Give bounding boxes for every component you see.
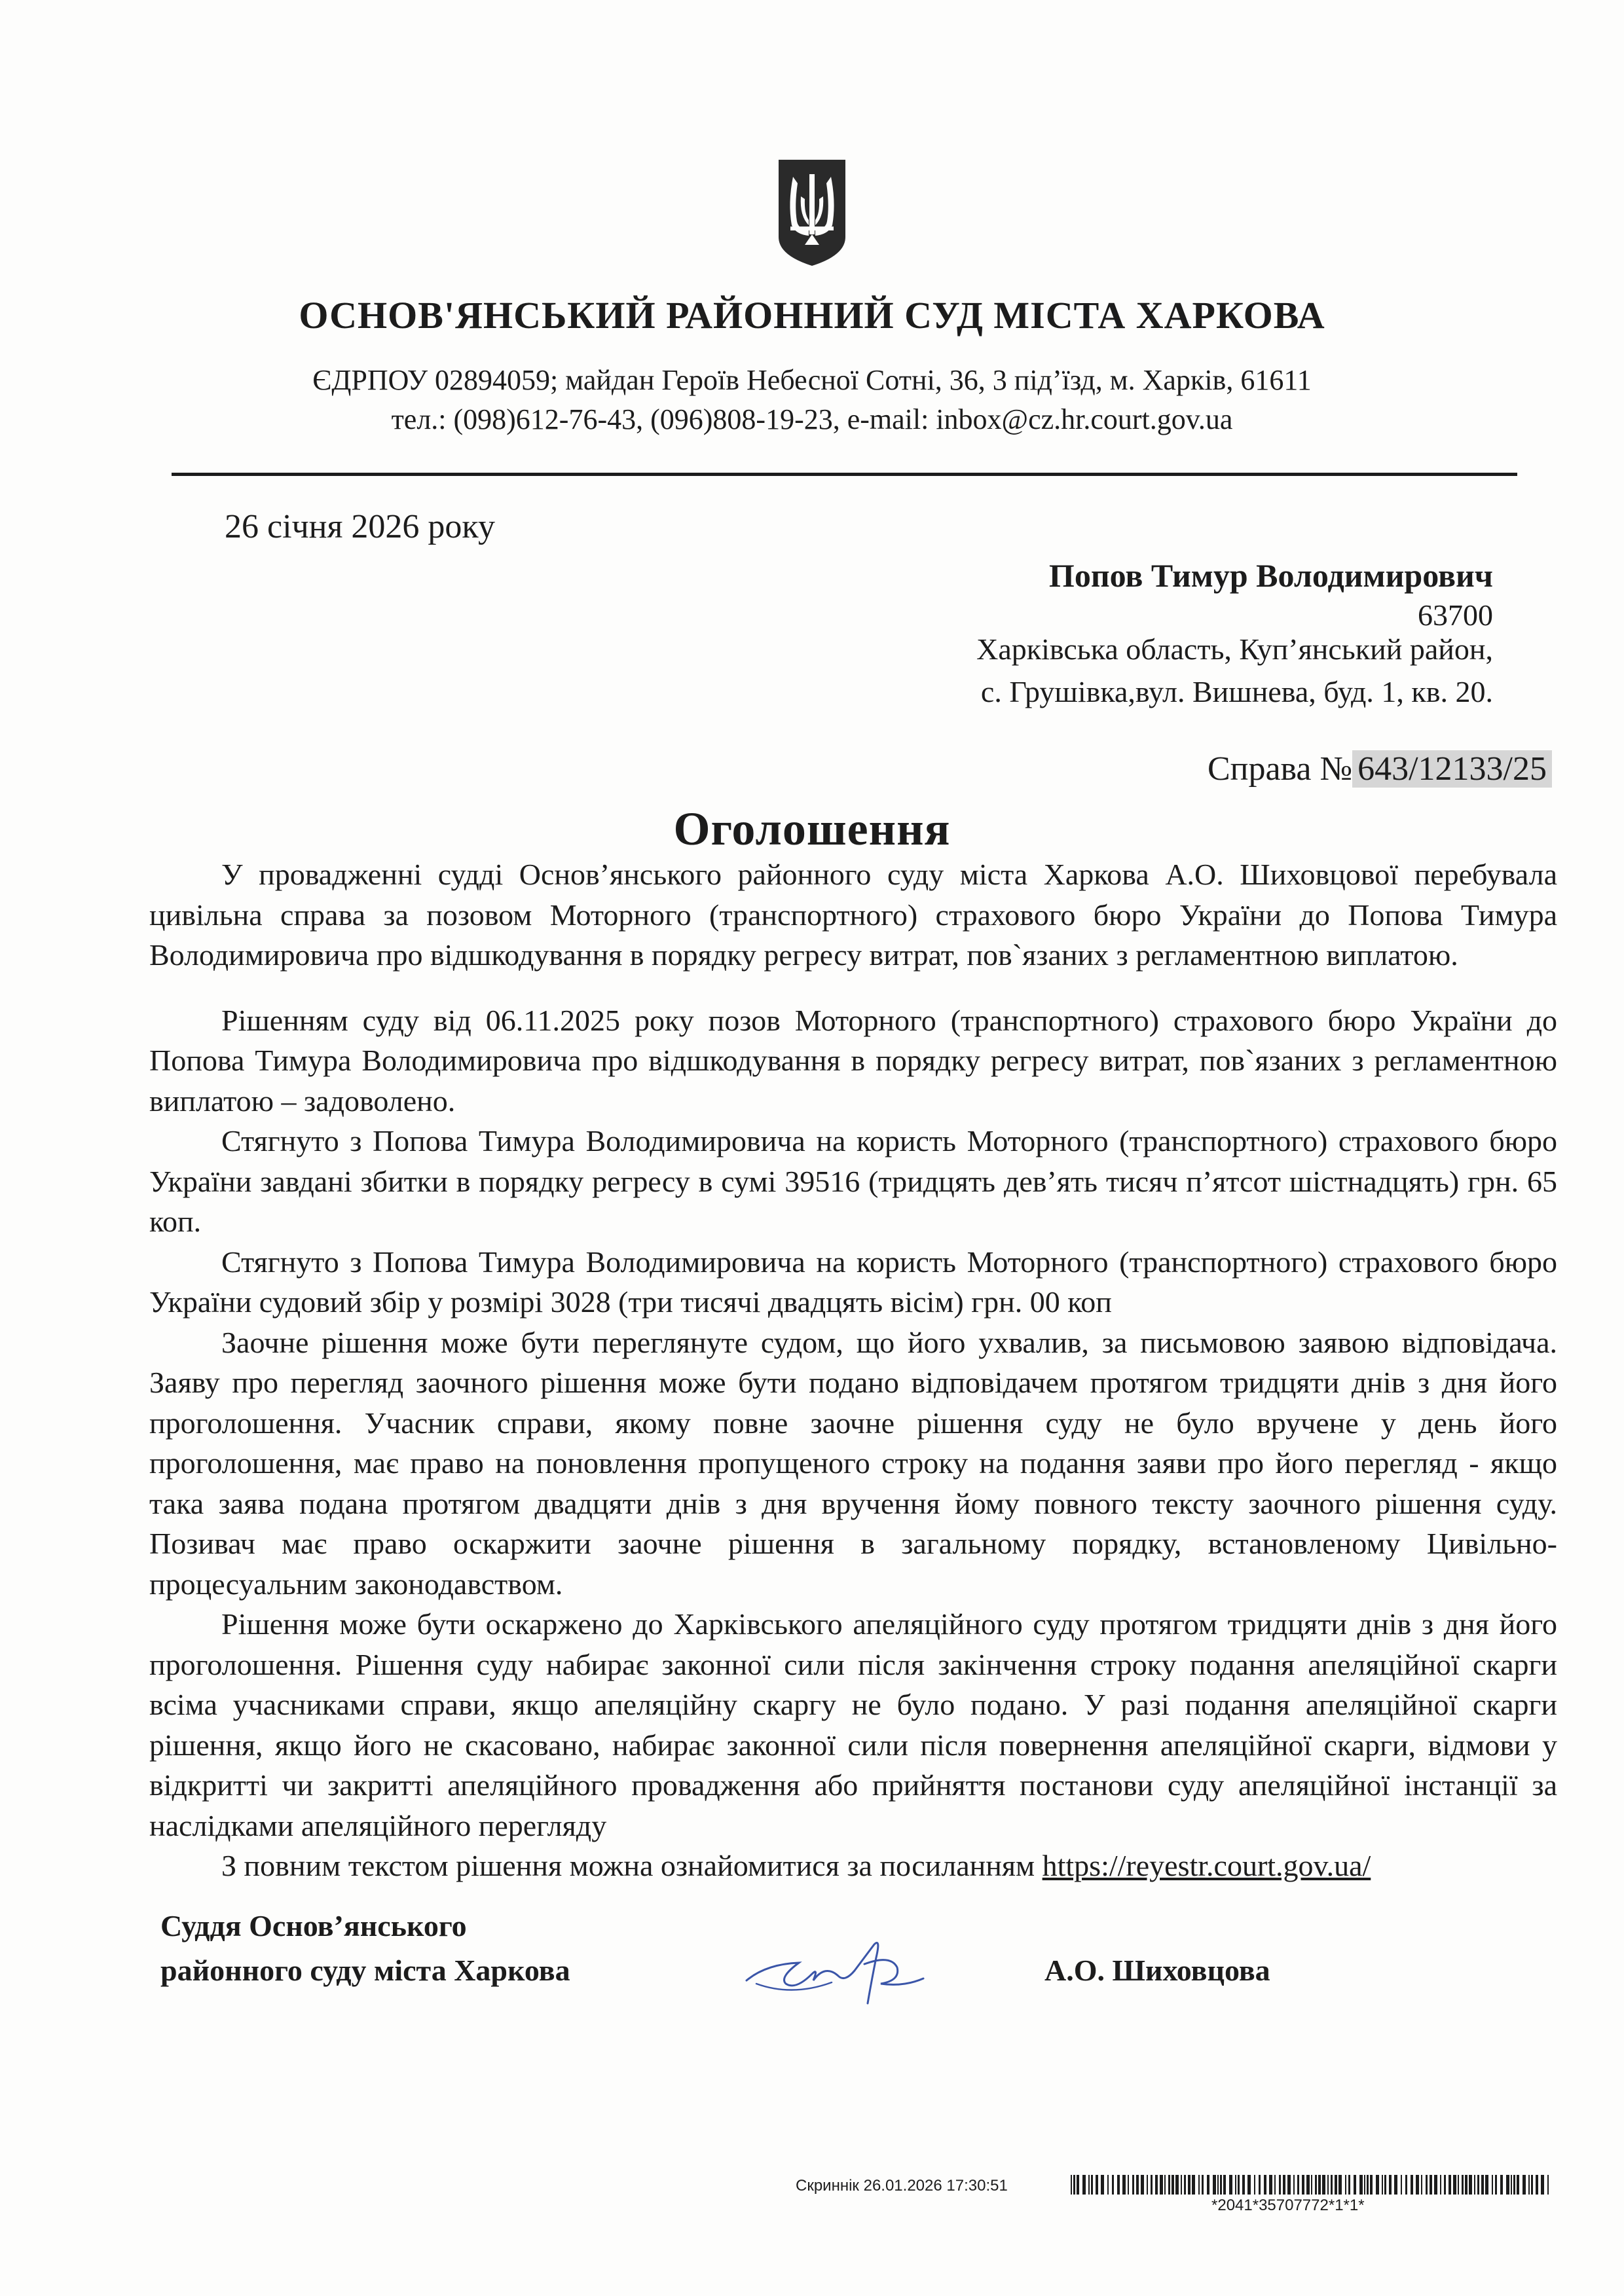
registry-link[interactable]: https://reyestr.court.gov.ua/ (1042, 1849, 1371, 1882)
paragraph: Заочне рішення може бути переглянуте судом, що його ухвалив, за письмовою заявою відповідача. Заяву про перегляд заочного рішення може бути подано відповідачем протягом тридцяти днів з дня його проголошення. Учасник справи, якому повне заочне рішення суду не було вручене у день його проголошення, має право на поновлення пропущеного строку на подання заяви про його перегляд - якщо така заява подана протягом двадцяти днів з дня вручення йому повного тексту заочного рішення суду. Позивач має право оскаржити заочне рішення в загальному порядку, встановленому Цивільно-процесуальним законодавством. (149, 1325, 1557, 1601)
link-intro: З повним текстом рішення можна ознайомитися за посиланням (221, 1849, 1043, 1882)
case-reference (1208, 750, 1552, 788)
signer-position-line2: районного суду міста Харкова (160, 1954, 570, 1987)
barcode-text: *2041*35707772*1*1* (1211, 2196, 1365, 2214)
paragraph: Рішення може бути оскаржено до Харківського апеляційного суду протягом тридцяти днів з дня його проголошення. Рішення суду набирає законної сили після закінчення строку подання апеляційної скарги всіма учасниками справи, якщо апеляційну скаргу не було подано. У разі подання апеляційної скарги рішення, якщо його не скасовано, набирає законної сили після повернення апеляційної скарги, відмови у відкритті чи закритті апеляційного провадження або прийняття постанови суду апеляційної інстанції за наслідками апеляційного перегляду (149, 1607, 1557, 1842)
case-label: Справа № (1207, 750, 1353, 788)
paragraph: Стягнуто з Попова Тимура Володимировича на користь Моторного (транспортного) страхового бюро України судовий збір у розмірі 3028 (три тисячі двадцять вісім) грн. 00 коп (149, 1245, 1557, 1319)
document-date: 26 січня 2026 року (225, 508, 495, 545)
registration-stamp: Скриннік 26.01.2026 17:30:51 (796, 2177, 1008, 2195)
court-name: ОСНОВ'ЯНСЬКИЙ РАЙОННИЙ СУД МІСТА ХАРКОВА (299, 294, 1325, 337)
link-paragraph (149, 1846, 1557, 1886)
announcement-body (149, 854, 1557, 1886)
signer-name: А.О. Шиховцова (1044, 1954, 1270, 1987)
handwritten-signature-icon (740, 1918, 943, 2016)
paragraph: У провадженні судді Основ’янського районного суду міста Харкова А.О. Шиховцової перебувала цивільна справа за позовом Моторного (транспортного) страхового бюро України до Попова Тимура Володимировича про відшкодування в порядку регресу витрат, пов`язаних з регламентною виплатою. (149, 858, 1557, 972)
paragraph: Рішенням суду від 06.11.2025 року позов Моторного (транспортного) страхового бюро України до Попова Тимура Володимировича про відшкодування в порядку регресу витрат, пов`язаних з регламентною виплатою – задоволено. (149, 1003, 1557, 1118)
addressee-zip: 63700 (1418, 598, 1493, 632)
document-title: Оголошення (673, 803, 951, 855)
signer-position-line1: Суддя Основ’янського (160, 1909, 467, 1942)
trident-emblem-icon (776, 157, 848, 268)
paragraph: Стягнуто з Попова Тимура Володимировича на користь Моторного (транспортного) страхового бюро України завдані збитки в порядку регресу в сумі 39516 (тридцять дев’ять тисяч п’ятсот шістнадцять) грн. 65 коп. (149, 1124, 1557, 1238)
addressee-address-line2: с. Грушівка,вул. Вишнева, буд. 1, кв. 20. (980, 675, 1493, 708)
court-requisites: ЄДРПОУ 02894059; майдан Героїв Небесної Сотні, 36, 3 під’їзд, м. Харків, 61611 (312, 364, 1312, 396)
barcode-icon (1071, 2175, 1555, 2195)
court-contacts: тел.: (098)612-76-43, (096)808-19-23, e-mail: inbox@cz.hr.court.gov.ua (391, 403, 1233, 435)
header-divider (172, 473, 1517, 476)
addressee-name: Попов Тимур Володимирович (1048, 557, 1493, 594)
addressee-address-line1: Харківська область, Куп’янський район, (976, 632, 1493, 666)
case-number: 643/12133/25 (1352, 750, 1552, 788)
